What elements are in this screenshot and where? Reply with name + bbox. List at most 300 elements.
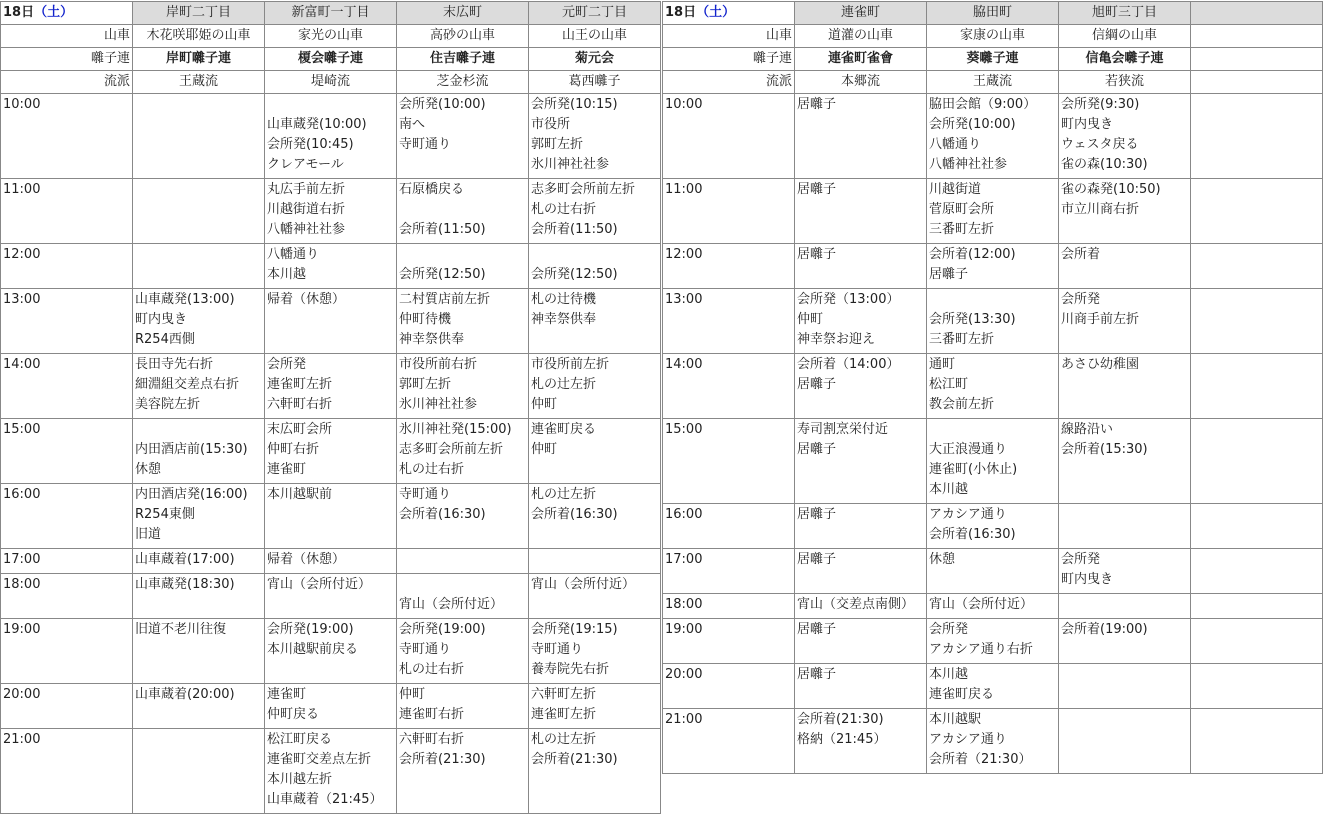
schedule-entry: 川越街道右折 xyxy=(267,202,346,217)
schedule-entry: 居囃子 xyxy=(797,97,837,112)
schedule-cell xyxy=(1191,504,1323,549)
schedule-entry: 札の辻右折 xyxy=(399,662,465,677)
schedule-entry: 会所発(12:50) xyxy=(531,267,618,282)
date-day: 18日 xyxy=(3,5,35,20)
schedule-right-panel xyxy=(662,1,1323,774)
schedule-entry: 会所発(10:00) xyxy=(929,117,1016,132)
schedule-entry: 会所着(11:50) xyxy=(531,222,618,237)
schedule-table-right xyxy=(662,1,1323,774)
schedule-entry: 連雀町左折 xyxy=(267,377,333,392)
schedule-cell xyxy=(927,709,1059,774)
schedule-entry: 長田寺先右折 xyxy=(135,357,214,372)
schedule-cell xyxy=(927,594,1059,619)
schedule-cell xyxy=(265,179,397,244)
schedule-entry xyxy=(267,95,394,115)
schedule-entry: 旧道 xyxy=(135,527,162,542)
schedule-entry: 帰着（休憩） xyxy=(267,552,346,567)
time-cell xyxy=(1,684,133,729)
schedule-entry: 本川越左折 xyxy=(267,772,333,787)
table-row xyxy=(663,549,1323,594)
time-cell xyxy=(1,574,133,619)
schedule-entry: 六軒町左折 xyxy=(531,687,597,702)
dashi-value-cell: 山王の山車 xyxy=(529,25,661,48)
schedule-cell xyxy=(927,289,1059,354)
time-label: 16:00 xyxy=(3,487,41,502)
schedule-entry: 会所発（13:00） xyxy=(797,292,900,307)
schedule-cell xyxy=(529,244,661,289)
town-name-cell: 連雀町 xyxy=(795,2,927,25)
schedule-entry: 会所着(16:30) xyxy=(531,507,618,522)
schedule-entry: 町内曳き xyxy=(1061,572,1114,587)
table-row xyxy=(663,709,1323,774)
schedule-left-panel xyxy=(0,1,661,814)
schedule-entry: 連雀町交差点左折 xyxy=(267,752,372,767)
schedule-cell xyxy=(265,289,397,354)
header-row-ryuha xyxy=(663,71,1323,94)
table-row xyxy=(1,94,661,179)
table-row xyxy=(1,289,661,354)
schedule-cell xyxy=(265,419,397,484)
dashi-value-cell xyxy=(1191,25,1323,48)
schedule-entry: 居囃子 xyxy=(797,622,837,637)
schedule-cell xyxy=(133,419,265,484)
schedule-entry: 札の辻左折 xyxy=(531,377,597,392)
time-cell xyxy=(663,179,795,244)
schedule-entry: 仲町 xyxy=(531,397,558,412)
schedule-cell xyxy=(397,684,529,729)
dashi-value-cell: 道灌の山車 xyxy=(795,25,927,48)
schedule-cell xyxy=(1059,289,1191,354)
time-label: 20:00 xyxy=(3,687,41,702)
schedule-cell xyxy=(529,729,661,814)
schedule-entry: 寺町通り xyxy=(399,642,452,657)
time-cell xyxy=(1,94,133,179)
schedule-cell xyxy=(1059,419,1191,504)
time-label: 10:00 xyxy=(665,97,703,112)
time-cell xyxy=(1,419,133,484)
schedule-entry: 市立川商右折 xyxy=(1061,202,1140,217)
hayashi-value-cell: 信亀会囃子連 xyxy=(1059,48,1191,71)
schedule-entry: 三番町左折 xyxy=(929,222,995,237)
schedule-entry: 居囃子 xyxy=(797,552,837,567)
time-label: 17:00 xyxy=(665,552,703,567)
schedule-entry: 市役所前右折 xyxy=(399,357,478,372)
schedule-cell xyxy=(927,419,1059,504)
table-row xyxy=(663,244,1323,289)
ryuha-value-cell: 王蔵流 xyxy=(927,71,1059,94)
schedule-cell xyxy=(265,574,397,619)
schedule-entry: 旧道不老川往復 xyxy=(135,622,227,637)
schedule-cell xyxy=(265,729,397,814)
table-row xyxy=(1,354,661,419)
schedule-cell xyxy=(795,619,927,664)
schedule-entry: 寺町通り xyxy=(399,137,452,152)
schedule-cell xyxy=(529,484,661,549)
time-label: 15:00 xyxy=(3,422,41,437)
schedule-entry: 会所着(16:30) xyxy=(929,527,1016,542)
schedule-entry: 養寿院先右折 xyxy=(531,662,610,677)
ryuha-label-cell: 流派 xyxy=(1,71,133,94)
schedule-entry: 帰着（休憩） xyxy=(267,292,346,307)
schedule-entry: アカシア通り xyxy=(929,732,1007,747)
town-name-cell: 旭町三丁目 xyxy=(1059,2,1191,25)
time-cell xyxy=(663,244,795,289)
schedule-cell xyxy=(265,94,397,179)
schedule-cell xyxy=(265,354,397,419)
dashi-value-cell: 高砂の山車 xyxy=(397,25,529,48)
schedule-entry: 会所発(19:00) xyxy=(399,622,486,637)
town-name-cell: 元町二丁目 xyxy=(529,2,661,25)
schedule-entry: 会所着(21:30) xyxy=(797,712,884,727)
schedule-entry: 会所着(21:30) xyxy=(531,752,618,767)
town-name-cell: 新富町一丁目 xyxy=(265,2,397,25)
hayashi-label-cell: 囃子連 xyxy=(663,48,795,71)
schedule-entry: 札の辻右折 xyxy=(399,462,465,477)
schedule-entry: 八幡通り xyxy=(929,137,982,152)
schedule-entry: 志多町会所前左折 xyxy=(531,182,636,197)
date-cell xyxy=(1,2,133,25)
dashi-value-cell: 家光の山車 xyxy=(265,25,397,48)
schedule-cell xyxy=(795,664,927,709)
schedule-entry: 寺町通り xyxy=(399,487,452,502)
time-label: 15:00 xyxy=(665,422,703,437)
schedule-entry: 山車蔵着(17:00) xyxy=(135,552,235,567)
schedule-cell xyxy=(927,504,1059,549)
ryuha-value-cell xyxy=(1191,71,1323,94)
schedule-entry: 山車蔵着(20:00) xyxy=(135,687,235,702)
header-row-hayashi xyxy=(1,48,661,71)
schedule-entry: 会所着（21:30） xyxy=(929,752,1032,767)
date-day: 18日 xyxy=(665,5,697,20)
ryuha-value-cell: 本郷流 xyxy=(795,71,927,94)
time-cell xyxy=(663,619,795,664)
header-row-ryuha xyxy=(1,71,661,94)
schedule-entry: 連雀町戻る xyxy=(531,422,597,437)
schedule-entry: 札の辻待機 xyxy=(531,292,597,307)
schedule-entry: 氷川神社発(15:00) xyxy=(399,422,512,437)
time-label: 17:00 xyxy=(3,552,41,567)
schedule-entry xyxy=(135,420,262,440)
schedule-entry: 町内曳き xyxy=(135,312,188,327)
schedule-cell xyxy=(265,619,397,684)
schedule-cell xyxy=(397,484,529,549)
schedule-entry: 八幡通り xyxy=(267,247,320,262)
date-weekday: （土） xyxy=(34,5,74,20)
schedule-cell xyxy=(397,549,529,574)
time-cell xyxy=(663,419,795,504)
schedule-entry: 細淵組交差点右折 xyxy=(135,377,240,392)
schedule-cell xyxy=(795,94,927,179)
schedule-entry: 丸広手前左折 xyxy=(267,182,346,197)
schedule-entry: 格納（21:45） xyxy=(797,732,887,747)
schedule-cell xyxy=(529,179,661,244)
time-cell xyxy=(1,244,133,289)
schedule-cell xyxy=(1059,619,1191,664)
schedule-cell xyxy=(133,179,265,244)
town-name-cell: 岸町二丁目 xyxy=(133,2,265,25)
schedule-entry: 神幸祭お迎え xyxy=(797,332,876,347)
schedule-entry: 会所発(19:00) xyxy=(267,622,354,637)
schedule-entry: 山車蔵発(10:00) xyxy=(267,117,367,132)
time-label: 10:00 xyxy=(3,97,41,112)
schedule-entry: 休憩 xyxy=(929,552,956,567)
schedule-entry: 会所発 xyxy=(1061,552,1101,567)
time-cell xyxy=(663,709,795,774)
table-row xyxy=(1,729,661,814)
schedule-entry: 川商手前左折 xyxy=(1061,312,1140,327)
schedule-cell xyxy=(1059,94,1191,179)
schedule-entry: 仲町 xyxy=(797,312,824,327)
schedule-entry: 八幡神社社参 xyxy=(929,157,1008,172)
schedule-entry: 本川越駅前 xyxy=(267,487,333,502)
schedule-cell xyxy=(1059,549,1191,594)
schedule-entry: 末広町会所 xyxy=(267,422,333,437)
schedule-cell xyxy=(1191,709,1323,774)
table-row xyxy=(1,619,661,684)
schedule-entry: 寿司割烹栄付近 xyxy=(797,422,889,437)
schedule-entry xyxy=(399,200,526,220)
schedule-cell xyxy=(133,289,265,354)
schedule-cell xyxy=(529,94,661,179)
schedule-entry: 美容院左折 xyxy=(135,397,201,412)
schedule-cell xyxy=(795,244,927,289)
time-cell xyxy=(1,179,133,244)
date-weekday: （土） xyxy=(696,5,736,20)
schedule-entry: 二村質店前左折 xyxy=(399,292,491,307)
schedule-entry: 会所発(10:00) xyxy=(399,97,486,112)
schedule-entry: 会所発(19:15) xyxy=(531,622,618,637)
schedule-entry: 会所発 xyxy=(929,622,969,637)
header-row-dashi xyxy=(1,25,661,48)
schedule-entry: 連雀町左折 xyxy=(531,707,597,722)
schedule-cell xyxy=(927,244,1059,289)
schedule-entry: 会所着(16:30) xyxy=(399,507,486,522)
schedule-entry: 会所着(11:50) xyxy=(399,222,486,237)
header-row-towns xyxy=(1,2,661,25)
schedule-entry: 大正浪漫通り xyxy=(929,442,1008,457)
schedule-entry: 会所発(9:30) xyxy=(1061,97,1140,112)
schedule-cell xyxy=(397,289,529,354)
schedule-entry: クレアモール xyxy=(267,157,344,172)
schedule-cell xyxy=(1059,594,1191,619)
schedule-entry xyxy=(531,245,658,265)
table-row xyxy=(1,244,661,289)
schedule-cell xyxy=(795,594,927,619)
schedule-cell xyxy=(927,354,1059,419)
schedule-entry: 郭町左折 xyxy=(531,137,584,152)
time-cell xyxy=(1,484,133,549)
time-label: 16:00 xyxy=(665,507,703,522)
schedule-cell xyxy=(397,574,529,619)
time-cell xyxy=(1,289,133,354)
schedule-cell xyxy=(795,289,927,354)
time-label: 18:00 xyxy=(3,577,41,592)
time-label: 18:00 xyxy=(665,597,703,612)
schedule-entry: 本川越駅 xyxy=(929,712,982,727)
schedule-entry: 札の辻右折 xyxy=(531,202,597,217)
schedule-entry: 会所発 xyxy=(267,357,307,372)
header-row-hayashi xyxy=(663,48,1323,71)
schedule-entry xyxy=(929,290,1056,310)
hayashi-value-cell xyxy=(1191,48,1323,71)
schedule-cell xyxy=(529,549,661,574)
schedule-entry: 宵山（会所付近） xyxy=(399,597,504,612)
schedule-entry: 志多町会所前左折 xyxy=(399,442,504,457)
schedule-entry: 山車蔵発(13:00) xyxy=(135,292,235,307)
hayashi-value-cell: 岸町囃子連 xyxy=(133,48,265,71)
schedule-entry: 会所着(19:00) xyxy=(1061,622,1148,637)
schedule-entry: 宵山（会所付近） xyxy=(531,577,636,592)
schedule-cell xyxy=(927,664,1059,709)
schedule-entry: 居囃子 xyxy=(797,667,837,682)
schedule-cell xyxy=(1191,619,1323,664)
schedule-entry: 会所着(12:00) xyxy=(929,247,1016,262)
schedule-entry: 会所着 xyxy=(1061,247,1101,262)
schedule-entry: あさひ幼稚園 xyxy=(1061,357,1140,372)
schedule-cell xyxy=(133,574,265,619)
table-row xyxy=(1,574,661,619)
schedule-cell xyxy=(529,619,661,684)
schedule-entry: 連雀町右折 xyxy=(399,707,465,722)
table-row xyxy=(663,354,1323,419)
schedule-cell xyxy=(795,354,927,419)
schedule-entry: 山車蔵着（21:45） xyxy=(267,792,383,807)
schedule-cell xyxy=(795,504,927,549)
schedule-cell xyxy=(265,684,397,729)
schedule-entry: 雀の森(10:30) xyxy=(1061,157,1148,172)
schedule-entry: R254東側 xyxy=(135,507,195,522)
time-label: 11:00 xyxy=(3,182,41,197)
schedule-entry: 仲町待機 xyxy=(399,312,452,327)
schedule-cell xyxy=(1059,709,1191,774)
schedule-entry: 本川越駅前戻る xyxy=(267,642,359,657)
schedule-cell xyxy=(529,419,661,484)
schedule-entry: 宵山（会所付近） xyxy=(267,577,372,592)
schedule-entry: 氷川神社社参 xyxy=(531,157,610,172)
schedule-entry: 居囃子 xyxy=(797,507,837,522)
time-cell xyxy=(663,549,795,594)
schedule-cell xyxy=(265,244,397,289)
table-row xyxy=(1,419,661,484)
schedule-entry: アカシア通り右折 xyxy=(929,642,1033,657)
header-row-towns xyxy=(663,2,1323,25)
schedule-cell xyxy=(133,354,265,419)
schedule-entry: アカシア通り xyxy=(929,507,1007,522)
time-label: 14:00 xyxy=(665,357,703,372)
schedule-entry: 居囃子 xyxy=(797,182,837,197)
schedule-entry: 本川越 xyxy=(267,267,307,282)
schedule-cell xyxy=(1191,244,1323,289)
schedule-cell xyxy=(1191,94,1323,179)
hayashi-value-cell: 住吉囃子連 xyxy=(397,48,529,71)
schedule-cell xyxy=(1059,244,1191,289)
schedule-cell xyxy=(133,729,265,814)
schedule-cell xyxy=(265,484,397,549)
table-row xyxy=(1,179,661,244)
time-label: 13:00 xyxy=(3,292,41,307)
schedule-cell xyxy=(927,549,1059,594)
time-label: 12:00 xyxy=(3,247,41,262)
schedule-cell xyxy=(397,729,529,814)
schedule-entry xyxy=(929,420,1056,440)
dashi-label-cell: 山車 xyxy=(1,25,133,48)
schedule-cell xyxy=(1191,664,1323,709)
schedule-entry: 休憩 xyxy=(135,462,162,477)
schedule-entry: 会所発 xyxy=(1061,292,1101,307)
schedule-entry: 市役所前左折 xyxy=(531,357,610,372)
schedule-cell xyxy=(1191,179,1323,244)
table-row xyxy=(663,419,1323,504)
schedule-entry: 会所発(12:50) xyxy=(399,267,486,282)
schedule-entry: 宵山（会所付近） xyxy=(929,597,1034,612)
hayashi-value-cell: 榎会囃子連 xyxy=(265,48,397,71)
schedule-entry xyxy=(399,245,526,265)
schedule-entry: 市役所 xyxy=(531,117,571,132)
time-label: 14:00 xyxy=(3,357,41,372)
schedule-cell xyxy=(397,179,529,244)
time-cell xyxy=(663,94,795,179)
schedule-cell xyxy=(133,244,265,289)
time-cell xyxy=(1,354,133,419)
table-row xyxy=(663,504,1323,549)
schedule-cell xyxy=(1191,594,1323,619)
table-row xyxy=(663,619,1323,664)
schedule-entry: 会所発(10:45) xyxy=(267,137,354,152)
schedule-entry: 本川越 xyxy=(929,667,969,682)
schedule-entry: 川越街道 xyxy=(929,182,982,197)
table-row xyxy=(1,549,661,574)
time-cell xyxy=(1,619,133,684)
ryuha-value-cell: 王蔵流 xyxy=(133,71,265,94)
schedule-entry: 線路沿い xyxy=(1061,422,1114,437)
schedule-entry: 寺町通り xyxy=(531,642,584,657)
schedule-entry: 連雀町戻る xyxy=(929,687,995,702)
schedule-entry: 宵山（交差点南側） xyxy=(797,597,915,612)
table-row xyxy=(1,684,661,729)
schedule-entry: 神幸祭供奉 xyxy=(399,332,465,347)
schedule-entry: 居囃子 xyxy=(797,247,837,262)
schedule-entry: 氷川神社社参 xyxy=(399,397,478,412)
schedule-table-left xyxy=(0,1,661,814)
schedule-entry: 南へ xyxy=(399,117,426,132)
schedule-entry: 松江町 xyxy=(929,377,969,392)
schedule-entry: 松江町戻る xyxy=(267,732,333,747)
schedule-entry: 仲町戻る xyxy=(267,707,320,722)
town-name-cell: 脇田町 xyxy=(927,2,1059,25)
schedule-entry: 神幸祭供奉 xyxy=(531,312,597,327)
ryuha-value-cell: 若狭流 xyxy=(1059,71,1191,94)
schedule-entry: 内田酒店前(15:30) xyxy=(135,442,248,457)
schedule-cell xyxy=(397,244,529,289)
schedule-entry: 会所着（14:00） xyxy=(797,357,900,372)
time-label: 19:00 xyxy=(3,622,41,637)
schedule-entry: 脇田会館（9:00） xyxy=(929,97,1037,112)
schedule-cell xyxy=(1059,664,1191,709)
time-label: 21:00 xyxy=(3,732,41,747)
table-row xyxy=(1,484,661,549)
schedule-entry: 教会前左折 xyxy=(929,397,995,412)
time-label: 20:00 xyxy=(665,667,703,682)
hayashi-value-cell: 葵囃子連 xyxy=(927,48,1059,71)
schedule-cell xyxy=(1191,549,1323,594)
time-cell xyxy=(663,504,795,549)
schedule-entry: 雀の森発(10:50) xyxy=(1061,182,1161,197)
table-row xyxy=(663,94,1323,179)
time-label: 11:00 xyxy=(665,182,703,197)
schedule-cell xyxy=(133,619,265,684)
table-row xyxy=(663,179,1323,244)
schedule-cell xyxy=(529,684,661,729)
